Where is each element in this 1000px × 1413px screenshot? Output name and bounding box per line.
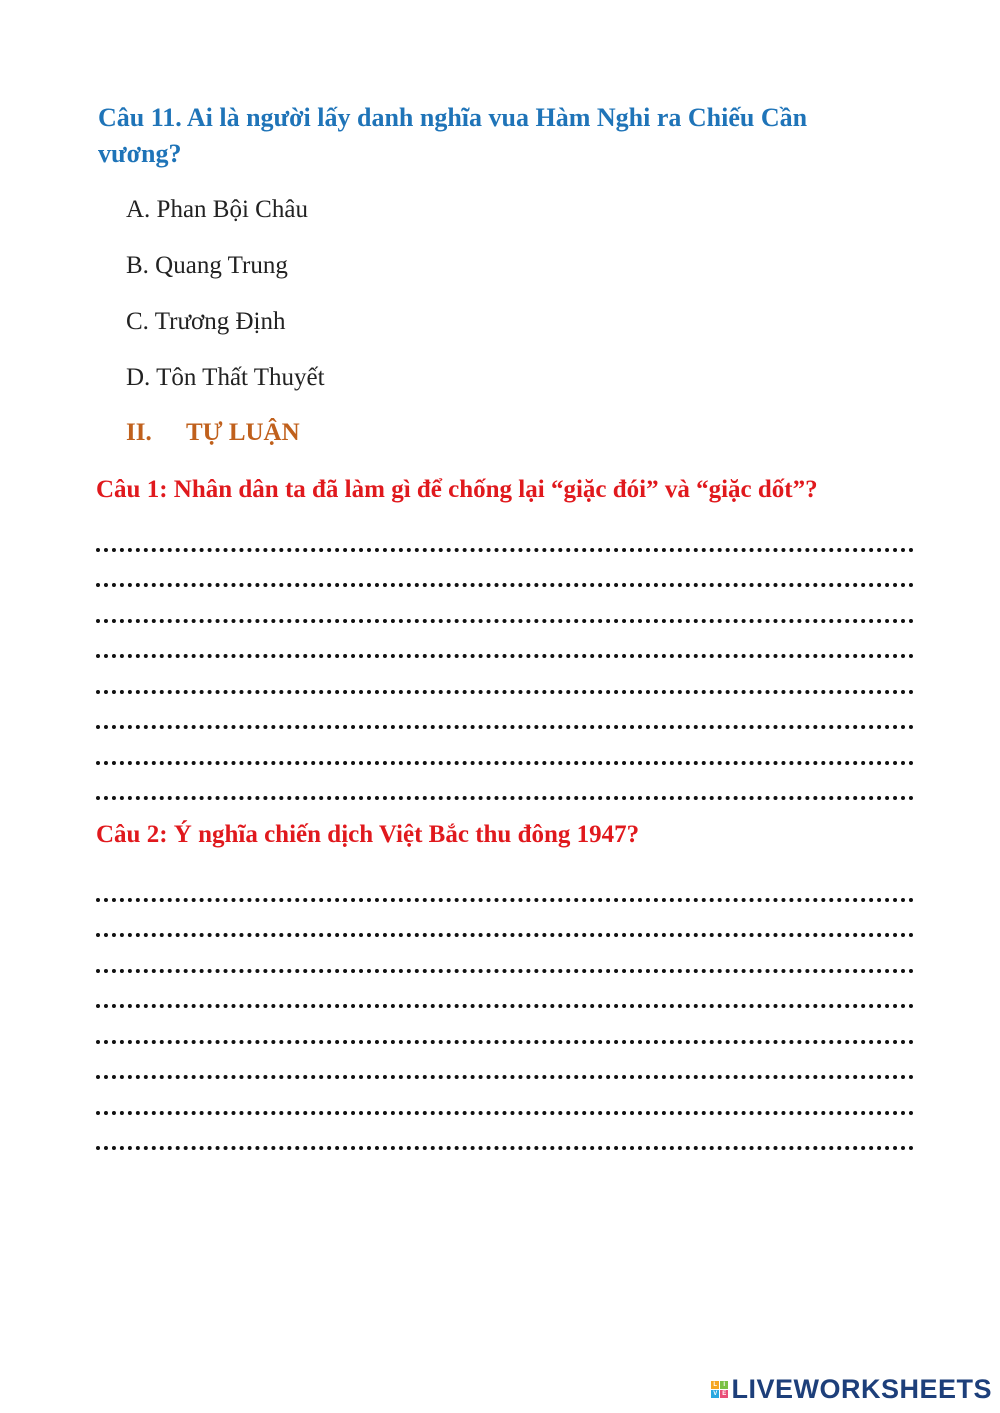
answer-line xyxy=(96,937,914,973)
answer-line xyxy=(96,1044,914,1080)
logo-cell: I xyxy=(720,1381,728,1389)
essay-question-1: Câu 1: Nhân dân ta đã làm gì để chống lại “giặc đói” và “giặc dốt”? xyxy=(96,476,818,503)
answer-line xyxy=(96,658,914,694)
answer-line xyxy=(96,1079,914,1115)
option-d: D. Tôn Thất Thuyết xyxy=(126,364,325,391)
answer-line xyxy=(96,866,914,902)
answer-line xyxy=(96,587,914,623)
liveworksheets-logo-icon xyxy=(711,1381,728,1398)
section-heading xyxy=(126,418,300,448)
watermark-text: LIVEWORKSHEETS xyxy=(731,1374,992,1404)
answer-line xyxy=(96,516,914,552)
answer-line xyxy=(96,1008,914,1044)
answer-line xyxy=(96,552,914,588)
answer-line xyxy=(96,973,914,1009)
logo-cell: E xyxy=(722,1391,727,1397)
question-11-text: Câu 11. Ai là người lấy danh nghĩa vua Hàm Nghi ra Chiếu Cần vương? xyxy=(98,103,808,168)
answer-line xyxy=(96,1115,914,1151)
answer-line xyxy=(96,694,914,730)
option-b: B. Quang Trung xyxy=(126,252,288,279)
essay-question-2: Câu 2: Ý nghĩa chiến dịch Việt Bắc thu đông 1947? xyxy=(96,821,640,848)
section-number: II. xyxy=(126,419,152,446)
answer-area-1 xyxy=(96,516,914,800)
option-c: C. Trương Định xyxy=(126,308,286,335)
section-title: TỰ LUẬN xyxy=(186,419,300,446)
liveworksheets-watermark xyxy=(711,1374,992,1405)
answer-line xyxy=(96,902,914,938)
answer-line xyxy=(96,623,914,659)
logo-cell: L xyxy=(713,1382,718,1388)
option-a: A. Phan Bội Châu xyxy=(126,196,308,223)
answer-line xyxy=(96,729,914,765)
answer-area-2 xyxy=(96,866,914,1150)
answer-line xyxy=(96,765,914,801)
logo-cell: V xyxy=(713,1391,718,1397)
